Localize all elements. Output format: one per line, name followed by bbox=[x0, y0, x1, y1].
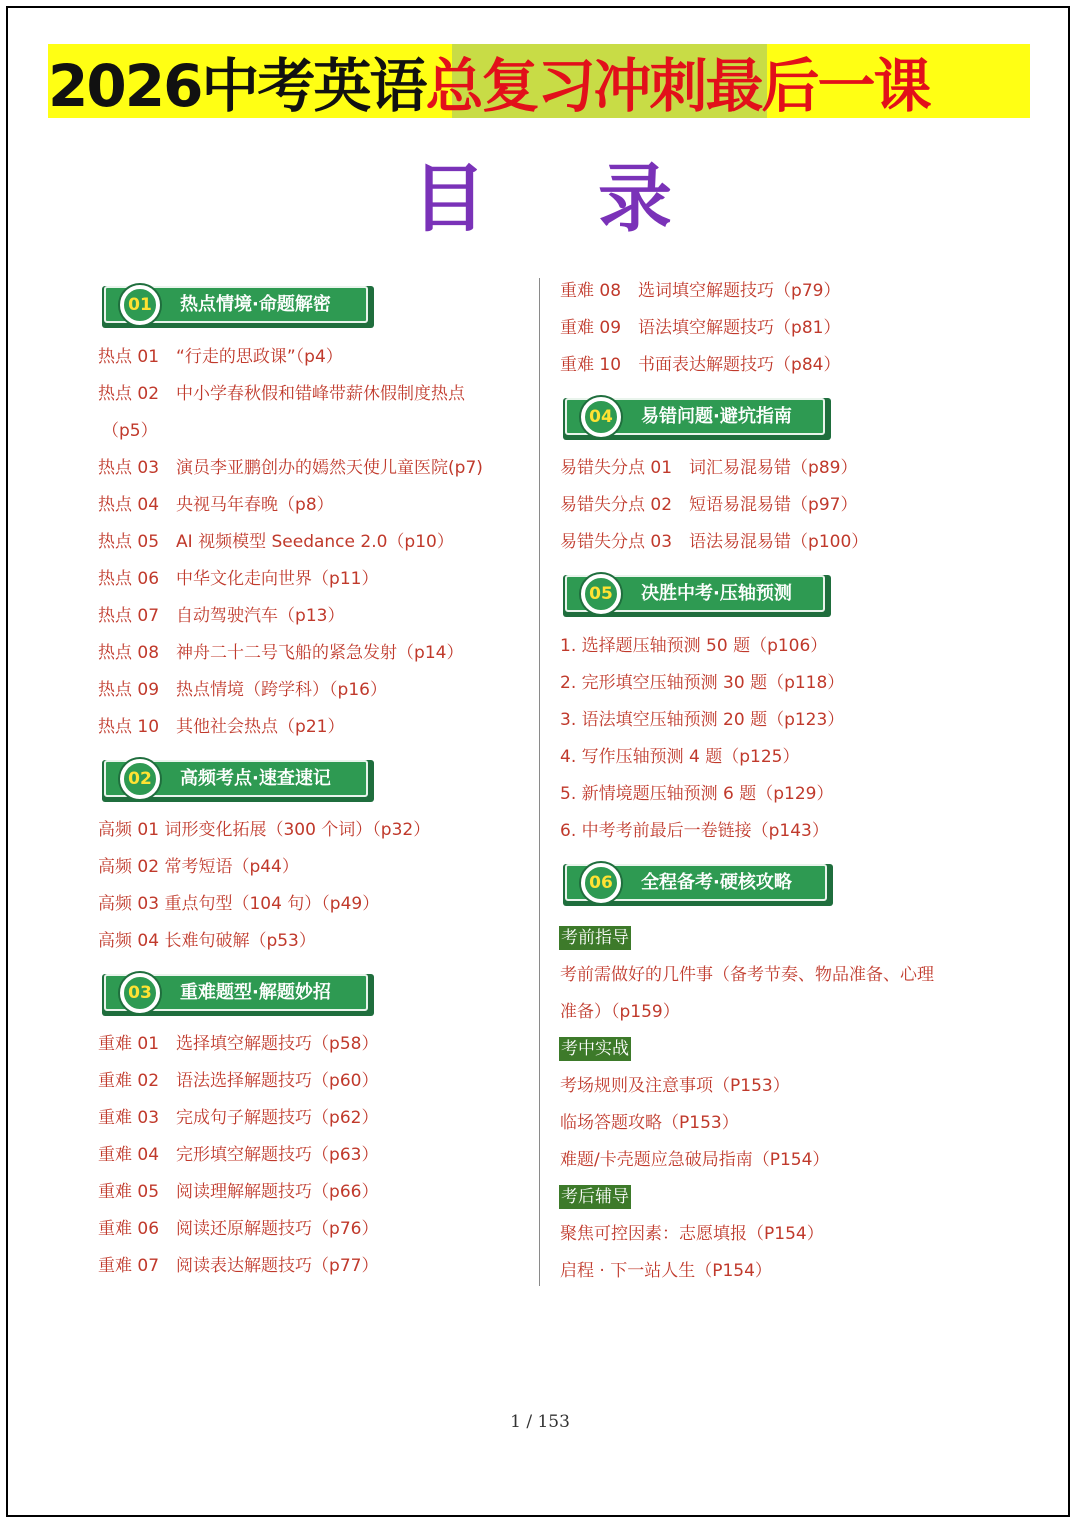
title-part3: 最后一课 bbox=[705, 52, 930, 120]
toc-item[interactable]: 热点 08 神舟二十二号飞船的紧急发射（p14） bbox=[98, 643, 464, 663]
subsection-label: 考后辅导 bbox=[561, 1187, 629, 1207]
toc-item[interactable]: 重难 04 完形填空解题技巧（p63） bbox=[98, 1145, 379, 1165]
toc-item[interactable]: 热点 03 演员李亚鹏创办的嫣然天使儿童医院(p7) bbox=[98, 458, 483, 478]
toc-item[interactable]: 易错失分点 03 语法易混易错（p100） bbox=[560, 532, 869, 552]
section-number: 05 bbox=[581, 574, 621, 614]
section-title: 易错问题·避坑指南 bbox=[641, 406, 792, 427]
toc-item[interactable]: 高频 02 常考短语（p44） bbox=[98, 857, 299, 877]
section-number: 01 bbox=[120, 285, 160, 325]
contents-heading bbox=[0, 140, 1080, 242]
toc-item[interactable]: 热点 05 AI 视频模型 Seedance 2.0（p10） bbox=[98, 532, 454, 552]
toc-item[interactable]: 重难 02 语法选择解题技巧（p60） bbox=[98, 1071, 379, 1091]
toc-item[interactable]: （p5） bbox=[102, 421, 158, 441]
toc-item[interactable]: 6. 中考考前最后一卷链接（p143） bbox=[560, 821, 829, 841]
section-title: 决胜中考·压轴预测 bbox=[641, 583, 792, 604]
page-number: 1 / 153 bbox=[510, 1412, 570, 1432]
contents-char-1: 目 bbox=[412, 156, 486, 242]
section-header-02 bbox=[102, 760, 374, 802]
toc-item[interactable]: 热点 01 “行走的思政课”（p4） bbox=[98, 347, 343, 367]
section-title: 重难题型·解题妙招 bbox=[180, 982, 331, 1003]
section-header-01 bbox=[102, 286, 374, 328]
section-number: 04 bbox=[581, 397, 621, 437]
title-part1: 2026中考英语 bbox=[48, 52, 426, 120]
toc-item[interactable]: 热点 02 中小学春秋假和错峰带薪休假制度热点 bbox=[98, 384, 466, 404]
section-title: 热点情境·命题解密 bbox=[180, 294, 331, 315]
toc-item[interactable]: 热点 09 热点情境（跨学科）（p16） bbox=[98, 680, 387, 700]
toc-item[interactable]: 重难 07 阅读表达解题技巧（p77） bbox=[98, 1256, 379, 1276]
toc-item[interactable]: 重难 03 完成句子解题技巧（p62） bbox=[98, 1108, 379, 1128]
toc-item[interactable]: 2. 完形填空压轴预测 30 题（p118） bbox=[560, 673, 845, 693]
toc-item[interactable]: 重难 09 语法填空解题技巧（p81） bbox=[560, 318, 841, 338]
toc-item[interactable]: 高频 03 重点句型（104 句）（p49） bbox=[98, 894, 380, 914]
section-header-04 bbox=[563, 398, 831, 440]
subsection-label: 考中实战 bbox=[561, 1039, 629, 1059]
section-header-05 bbox=[563, 575, 831, 617]
subsection-label: 考前指导 bbox=[561, 928, 629, 948]
title-part2: 总复习冲刺 bbox=[425, 52, 706, 120]
toc-item[interactable]: 5. 新情境题压轴预测 6 题（p129） bbox=[560, 784, 834, 804]
section-header-03 bbox=[102, 974, 374, 1016]
page-title bbox=[48, 44, 1030, 118]
toc-item[interactable]: 热点 06 中华文化走向世界（p11） bbox=[98, 569, 379, 589]
toc-item[interactable]: 易错失分点 02 短语易混易错（p97） bbox=[560, 495, 858, 515]
toc-item[interactable]: 高频 01 词形变化拓展（300 个词）（p32） bbox=[98, 820, 431, 840]
toc-item[interactable]: 重难 08 选词填空解题技巧（p79） bbox=[560, 281, 841, 301]
section-title: 高频考点·速查速记 bbox=[180, 768, 331, 789]
toc-item[interactable]: 难题/卡壳题应急破局指南（P154） bbox=[560, 1150, 830, 1170]
toc-item[interactable]: 重难 01 选择填空解题技巧（p58） bbox=[98, 1034, 379, 1054]
section-header-06 bbox=[563, 864, 833, 906]
toc-item[interactable]: 热点 04 央视马年春晚（p8） bbox=[98, 495, 334, 515]
toc-item[interactable]: 重难 05 阅读理解解题技巧（p66） bbox=[98, 1182, 379, 1202]
toc-item[interactable]: 高频 04 长难句破解（p53） bbox=[98, 931, 316, 951]
toc-item[interactable]: 重难 10 书面表达解题技巧（p84） bbox=[560, 355, 841, 375]
toc-item[interactable]: 1. 选择题压轴预测 50 题（p106） bbox=[560, 636, 828, 656]
section-number: 03 bbox=[120, 973, 160, 1013]
toc-item[interactable]: 考前需做好的几件事（备考节奏、物品准备、心理 bbox=[560, 965, 934, 985]
toc-item[interactable]: 临场答题攻略（P153） bbox=[560, 1113, 739, 1133]
toc-item[interactable]: 准备）（p159） bbox=[560, 1002, 680, 1022]
section-number: 06 bbox=[581, 863, 621, 903]
toc-item[interactable]: 启程 · 下一站人生（P154） bbox=[560, 1261, 772, 1281]
toc-item[interactable]: 3. 语法填空压轴预测 20 题（p123） bbox=[560, 710, 845, 730]
toc-item[interactable]: 聚焦可控因素：志愿填报（P154） bbox=[560, 1224, 824, 1244]
toc-item[interactable]: 重难 06 阅读还原解题技巧（p76） bbox=[98, 1219, 379, 1239]
section-number: 02 bbox=[120, 759, 160, 799]
contents-char-2: 录 bbox=[598, 156, 672, 242]
section-title: 全程备考·硬核攻略 bbox=[641, 872, 792, 893]
column-divider bbox=[539, 278, 540, 1286]
toc-item[interactable]: 热点 10 其他社会热点（p21） bbox=[98, 717, 345, 737]
toc-item[interactable]: 4. 写作压轴预测 4 题（p125） bbox=[560, 747, 800, 767]
toc-item[interactable]: 易错失分点 01 词汇易混易错（p89） bbox=[560, 458, 858, 478]
toc-item[interactable]: 考场规则及注意事项（P153） bbox=[560, 1076, 790, 1096]
toc-item[interactable]: 热点 07 自动驾驶汽车（p13） bbox=[98, 606, 345, 626]
